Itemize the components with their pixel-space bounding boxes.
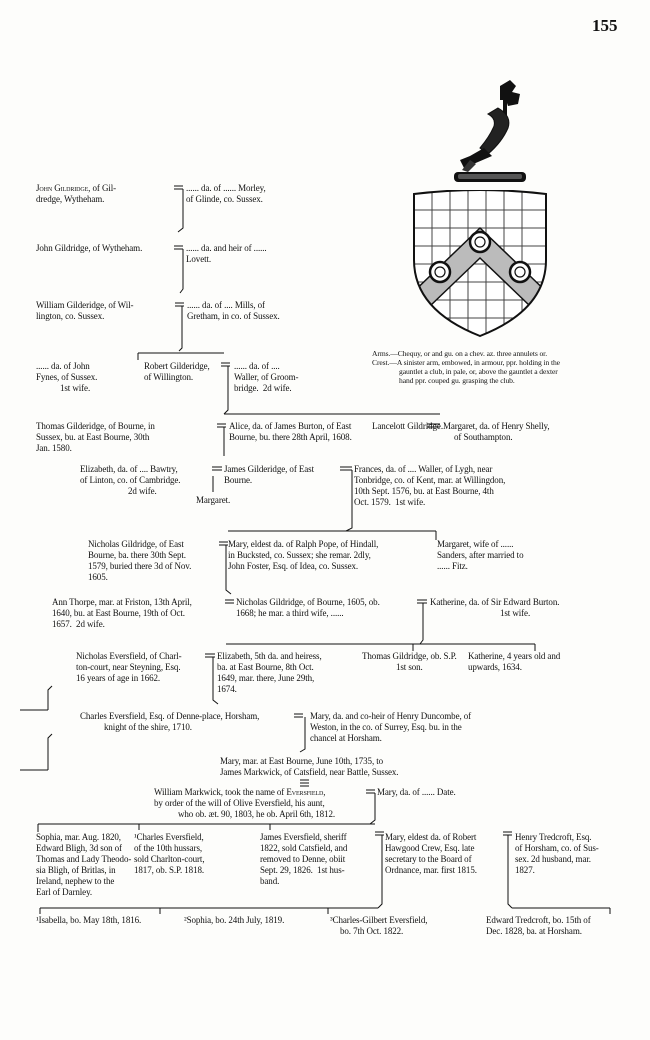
entry-william-gilderidge: William Gilderidge, of Wil- (36, 300, 134, 310)
entry-mary-markwick: Mary, mar. at East Bourne, June 10th, 1735, to (220, 756, 384, 766)
entry-ann-thorpe: Ann Thorpe, mar. at Friston, 13th April, (52, 597, 192, 607)
entry-fynes-wife-cont: 1st wife. (60, 383, 91, 393)
entry-john-gildridge-gen2: John Gildridge, of Wytheham. (36, 243, 143, 253)
entry-charles-gilbert-cont: bo. 7th Oct. 1822. (340, 926, 404, 936)
entry-robert-gilderidge-cont: of Willington. (144, 372, 194, 382)
entry-nicholas-gildridge-cont: 1605. (88, 572, 108, 582)
entry-charles-eversfield-hussars-cont: 1817, ob. S.P. 1818. (134, 865, 205, 875)
entry-frances-waller-cont: Oct. 1579. 1st wife. (354, 497, 426, 507)
entry-margaret-sanders-cont: Sanders, after married to (437, 550, 524, 560)
entry-katherine-gildridge: Katherine, 4 years old and (468, 651, 561, 661)
entry-frances-waller-cont: Tonbridge, co. of Kent, mar. at Willingdon, (354, 475, 506, 485)
entry-robert-gilderidge: Robert Gilderidge, (144, 361, 210, 371)
entry-william-markwick-cont: by order of the will of Olive Eversfield, his aunt, (154, 798, 325, 808)
entry-nicholas-gildridge: Nicholas Gildridge, of East (88, 539, 184, 549)
entry-sophia-bligh-cont: Earl of Darnley. (36, 887, 93, 897)
entry-henry-tredcroft-cont: 1827. (515, 865, 535, 875)
crest-blazon: Crest.—A sinister arm, embowed, in armour, ppr. holding in the (372, 358, 560, 367)
entry-elizabeth-heiress-cont: 1649, mar. there, June 29th, (217, 673, 315, 683)
entry-charles-eversfield-hussars-cont: sold Charlton-court, (134, 854, 205, 864)
entry-sophia-bligh-cont: sia Bligh, of Britlas, in (36, 865, 116, 875)
entry-nicholas-gildridge-ii-cont: 1668; he mar. a third wife, ...... (236, 608, 344, 618)
entry-john-gildridge-gen1-cont: dredge, Wytheham. (36, 194, 105, 204)
entry-william-gilderidge-cont: lington, co. Sussex. (36, 311, 105, 321)
entry-lovett-wife: ...... da. and heir of ...... (186, 243, 267, 253)
entry-william-markwick: William Markwick, took the name of Eversfield, (154, 787, 326, 797)
entry-edward-tredcroft: Edward Tredcroft, bo. 15th of (486, 915, 591, 925)
entry-mary-markwick-cont: James Markwick, of Catsfield, near Battle, Sussex. (220, 767, 399, 777)
entry-mills-wife-cont: Gretham, in co. of Sussex. (187, 311, 280, 321)
entry-fynes-wife: ...... da. of John (36, 361, 90, 371)
entry-elizabeth-bawtry-cont: of Linton, co. of Cambridge. (80, 475, 181, 485)
entry-james-eversfield-cont: band. (260, 876, 280, 886)
entry-katherine-burton-cont: 1st wife. (500, 608, 531, 618)
entry-katherine-gildridge-cont: upwards, 1634. (468, 662, 522, 672)
entry-nicholas-gildridge-ii: Nicholas Gildridge, of Bourne, 1605, ob. (236, 597, 380, 607)
entry-mills-wife: ...... da. of .... Mills, of (187, 300, 265, 310)
entry-elizabeth-heiress: Elizabeth, 5th da. and heiress, (217, 651, 322, 661)
entry-mary-crew-cont: Hawgood Crew, Esq. late (385, 843, 475, 853)
entry-charles-eversfield-hussars-cont: of the 10th hussars, (134, 843, 202, 853)
entry-waller-wife-cont: bridge. 2d wife. (234, 383, 292, 393)
entry-mary-crew-cont: secretary to the Board of (385, 854, 472, 864)
entry-margaret-shelly: Margaret, da. of Henry Shelly, (443, 421, 550, 431)
entry-mary-crew: Mary, eldest da. of Robert (385, 832, 477, 842)
crest-blazon-cont: hand ppr. couped gu. grasping the club. (399, 376, 515, 385)
entry-sophia-bligh-cont: Edward Bligh, 3d son of (36, 843, 122, 853)
entry-james-gilderidge-cont: Bourne. (224, 475, 253, 485)
arms-blazon: Arms.—Chequy, or and gu. on a chev. az. three annulets or. (372, 349, 547, 358)
crest-blazon-cont: gauntlet a club, in pale, or, above the gauntlet a dexter (399, 367, 558, 376)
entry-james-eversfield-cont: 1822, sold Catsfield, and (260, 843, 348, 853)
entry-sophia-bligh: Sophia, mar. Aug. 1820, (36, 832, 121, 842)
entry-james-eversfield-cont: Sept. 29, 1826. 1st hus- (260, 865, 345, 875)
entry-mary-duncombe-cont: Weston, in the co. of Surrey, Esq. bu. in the (310, 722, 462, 732)
entry-nicholas-gildridge-cont: 1579, buried there 3d of Nov. (88, 561, 192, 571)
entry-elizabeth-heiress-cont: ba. at East Bourne, 8th Oct. (217, 662, 314, 672)
entry-morley-wife-cont: of Glinde, co. Sussex. (186, 194, 263, 204)
entry-sophia-bligh-cont: Ireland, nephew to the (36, 876, 115, 886)
entry-charles-gilbert: ³Charles-Gilbert Eversfield, (330, 915, 428, 925)
entry-margaret-daughter: Margaret. (196, 495, 231, 505)
entry-margaret-sanders-cont: ...... Fitz. (437, 561, 468, 571)
entry-margaret-sanders: Margaret, wife of ...... (437, 539, 514, 549)
entry-isabella: ¹Isabella, bo. May 18th, 1816. (36, 915, 142, 925)
entry-katherine-burton: Katherine, da. of Sir Edward Burton. (430, 597, 560, 607)
entry-waller-wife: ...... da. of .... (234, 361, 280, 371)
entry-mary-duncombe-cont: chancel at Horsham. (310, 733, 382, 743)
entry-henry-tredcroft-cont: of Horsham, co. of Sus- (515, 843, 599, 853)
entry-thomas-gilderidge: Thomas Gilderidge, of Bourne, in (36, 421, 155, 431)
entry-mary-duncombe: Mary, da. and co-heir of Henry Duncombe, of (310, 711, 472, 721)
entry-edward-tredcroft-cont: Dec. 1828, ba. at Horsham. (486, 926, 582, 936)
entry-alice-burton: Alice, da. of James Burton, of East (229, 421, 352, 431)
entry-elizabeth-bawtry-cont: 2d wife. (128, 486, 157, 496)
entry-lovett-wife-cont: Lovett. (186, 254, 212, 264)
entry-fynes-wife-cont: Fynes, of Sussex. (36, 372, 98, 382)
entry-sophia-bligh-cont: Thomas and Lady Theodo- (36, 854, 132, 864)
entry-charles-eversfield: Charles Eversfield, Esq. of Denne-place, Horsham, (80, 711, 260, 721)
entry-sophia-child: ²Sophia, bo. 24th July, 1819. (184, 915, 285, 925)
entry-ann-thorpe-cont: 1657. 2d wife. (52, 619, 105, 629)
entry-margaret-shelly-cont: of Southampton. (454, 432, 513, 442)
entry-mary-pope-cont: in Bucksted, co. Sussex; she remar. 2dly, (228, 550, 371, 560)
entry-john-gildridge-gen1: John Gildridge, of Gil- (36, 183, 117, 193)
entry-charles-eversfield-hussars: ¹Charles Eversfield, (134, 832, 204, 842)
entry-mary-pope-cont: John Foster, Esq. of Idea, co. Sussex. (228, 561, 359, 571)
entry-mary-pope: Mary, eldest da. of Ralph Pope, of Hindall, (228, 539, 379, 549)
entry-thomas-gilderidge-cont: Sussex, bu. at East Bourne, 30th (36, 432, 150, 442)
entry-mary-date: Mary, da. of ...... Date. (377, 787, 456, 797)
entry-elizabeth-heiress-cont: 1674. (217, 684, 237, 694)
entry-thomas-gildridge-sp: Thomas Gildridge, ob. S.P. (362, 651, 457, 661)
entry-william-markwick-cont: who ob. æt. 90, 1803, he ob. April 6th, 1812. (178, 809, 335, 819)
entry-james-eversfield-cont: removed to Denne, obiit (260, 854, 346, 864)
entry-frances-waller-cont: 10th Sept. 1576, bu. at East Bourne, 4th (354, 486, 494, 496)
entry-alice-burton-cont: Bourne, bu. there 28th April, 1608. (229, 432, 352, 442)
entry-nicholas-eversfield-cont: ton-court, near Steyning, Esq. (76, 662, 181, 672)
entry-nicholas-eversfield-cont: 16 years of age in 1662. (76, 673, 161, 683)
page-number: 155 (592, 16, 618, 35)
entry-mary-crew-cont: Ordnance, mar. first 1815. (385, 865, 477, 875)
entry-frances-waller: Frances, da. of .... Waller, of Lygh, near (354, 464, 493, 474)
entry-thomas-gilderidge-cont: Jan. 1580. (36, 443, 72, 453)
entry-ann-thorpe-cont: 1640, bu. at East Bourne, 19th of Oct. (52, 608, 185, 618)
entry-thomas-gildridge-sp-cont: 1st son. (396, 662, 423, 672)
entry-lancelott-gildridge: Lancelott Gildridge. (372, 421, 443, 431)
entry-nicholas-gildridge-cont: Bourne, ba. there 30th Sept. (88, 550, 186, 560)
entry-james-eversfield: James Eversfield, sheriff (260, 832, 347, 842)
entry-elizabeth-bawtry: Elizabeth, da. of .... Bawtry, (80, 464, 178, 474)
entry-henry-tredcroft-cont: sex. 2d husband, mar. (515, 854, 591, 864)
entry-james-gilderidge: James Gilderidge, of East (224, 464, 314, 474)
entry-waller-wife-cont: Waller, of Groom- (234, 372, 299, 382)
entry-henry-tredcroft: Henry Tredcroft, Esq. (515, 832, 592, 842)
entry-charles-eversfield-cont: knight of the shire, 1710. (104, 722, 192, 732)
entry-morley-wife: ...... da. of ...... Morley, (186, 183, 266, 193)
entry-nicholas-eversfield: Nicholas Eversfield, of Charl- (76, 651, 182, 661)
